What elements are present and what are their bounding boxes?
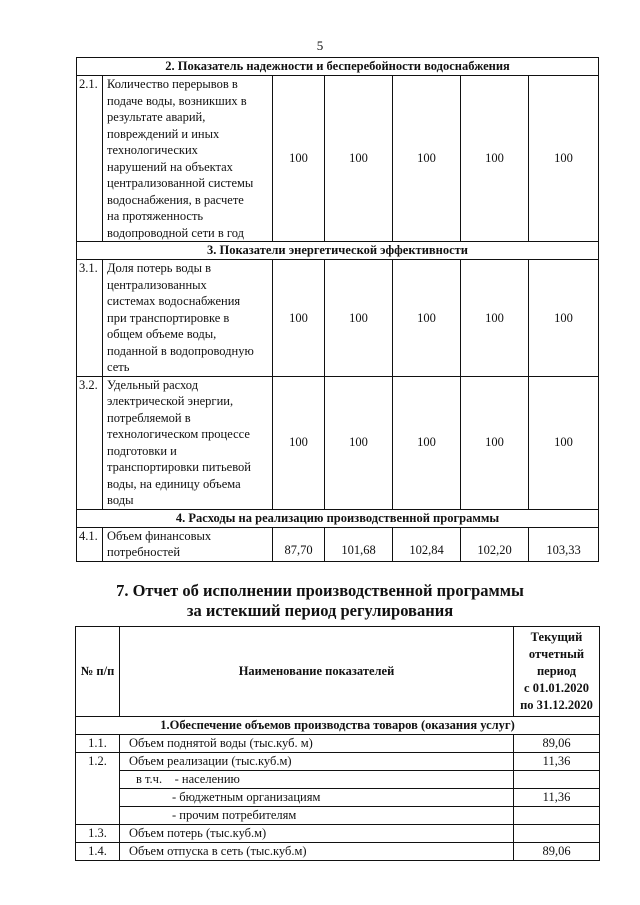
section-row bbox=[77, 242, 599, 260]
indicator-name-line: технологических bbox=[107, 143, 198, 157]
header-period-line: по 31.12.2020 bbox=[520, 698, 593, 712]
table-row bbox=[76, 771, 600, 789]
indicator-name bbox=[103, 76, 273, 242]
table-row bbox=[76, 807, 600, 825]
row-value: 89,06 bbox=[514, 735, 600, 753]
report-title-line2: за истекший период регулирования bbox=[186, 601, 454, 620]
table-row bbox=[76, 843, 600, 861]
page-number: 5 bbox=[316, 38, 324, 53]
indicator-name-line: Объем финансовых bbox=[107, 528, 212, 543]
header-num: № п/п bbox=[76, 627, 120, 717]
section-row bbox=[77, 509, 599, 527]
row-name: Объем потерь (тыс.куб.м) bbox=[120, 825, 514, 843]
report-title bbox=[0, 581, 640, 621]
header-period-line: период bbox=[536, 664, 577, 678]
header-period-line: Текущий bbox=[530, 630, 583, 644]
row-number: 1.2. bbox=[76, 753, 120, 825]
indicator-value: 100 bbox=[393, 260, 461, 377]
indicator-name-line: потребляемой в bbox=[107, 410, 191, 425]
indicator-value: 102,20 bbox=[461, 527, 529, 561]
indicator-name-line: централизованной системы bbox=[107, 176, 254, 190]
indicator-value: 100 bbox=[273, 260, 325, 377]
indicator-value: 101,68 bbox=[325, 527, 393, 561]
header-period-line: отчетный bbox=[528, 647, 585, 661]
indicator-row bbox=[77, 527, 599, 561]
indicator-value: 100 bbox=[325, 76, 393, 242]
indicator-name-line: воды bbox=[107, 493, 134, 507]
indicator-name-line: Удельный расход bbox=[107, 377, 199, 392]
table-row bbox=[76, 825, 600, 843]
indicator-value: 100 bbox=[325, 376, 393, 509]
row-number: 3.1. bbox=[77, 260, 103, 377]
row-number: 1.3. bbox=[76, 825, 120, 843]
row-number: 2.1. bbox=[77, 76, 103, 242]
row-number: 1.4. bbox=[76, 843, 120, 861]
indicator-name-line: подаче воды, возникших в bbox=[107, 93, 247, 108]
indicator-name bbox=[103, 527, 273, 561]
row-value: 11,36 bbox=[514, 753, 600, 771]
indicators-table bbox=[76, 57, 599, 562]
indicator-name-line: поданной в водопроводную bbox=[107, 343, 254, 358]
section-row bbox=[77, 58, 599, 76]
section-row bbox=[76, 717, 600, 735]
row-name: в т.ч. - населению bbox=[120, 771, 514, 789]
program-report-table bbox=[75, 626, 600, 861]
row-name: Объем поднятой воды (тыс.куб. м) bbox=[120, 735, 514, 753]
indicator-value: 100 bbox=[461, 260, 529, 377]
indicator-name-line: на протяженность bbox=[107, 209, 204, 223]
row-number: 4.1. bbox=[77, 527, 103, 561]
indicator-value: 100 bbox=[461, 376, 529, 509]
header-name: Наименование показателей bbox=[120, 627, 514, 717]
indicator-name-line: сеть bbox=[107, 360, 130, 374]
header-row bbox=[76, 627, 600, 717]
row-number: 1.1. bbox=[76, 735, 120, 753]
indicator-name bbox=[103, 260, 273, 377]
table-row bbox=[76, 735, 600, 753]
indicator-row bbox=[77, 376, 599, 509]
section-heading: 2. Показатель надежности и бесперебойности водоснабжения bbox=[77, 58, 599, 76]
indicator-value: 100 bbox=[529, 376, 599, 509]
indicator-name bbox=[103, 376, 273, 509]
indicator-name-line: потребностей bbox=[107, 545, 181, 559]
row-value: 89,06 bbox=[514, 843, 600, 861]
section-heading: 4. Расходы на реализацию производственной программы bbox=[77, 509, 599, 527]
indicator-name-line: централизованных bbox=[107, 277, 207, 292]
indicator-name-line: результате аварий, bbox=[107, 110, 206, 124]
report-title-line1: 7. Отчет об исполнении производственной программы bbox=[116, 581, 524, 600]
indicator-name-line: общем объеме воды, bbox=[107, 327, 217, 341]
indicator-value: 102,84 bbox=[393, 527, 461, 561]
row-name: Объем отпуска в сеть (тыс.куб.м) bbox=[120, 843, 514, 861]
indicator-name-line: Доля потерь воды в bbox=[107, 261, 212, 275]
indicator-name-line: Количество перерывов в bbox=[107, 77, 238, 91]
row-number: 3.2. bbox=[77, 376, 103, 509]
row-value bbox=[514, 771, 600, 789]
section-heading: 1.Обеспечение объемов производства товаров (оказания услуг) bbox=[76, 717, 600, 735]
indicator-name-line: транспортировки питьевой bbox=[107, 460, 251, 474]
indicator-value: 100 bbox=[393, 76, 461, 242]
header-period bbox=[514, 627, 600, 717]
indicator-value: 87,70 bbox=[273, 527, 325, 561]
indicator-row bbox=[77, 260, 599, 377]
indicator-name-line: подготовки и bbox=[107, 443, 177, 458]
indicator-value: 100 bbox=[393, 376, 461, 509]
row-name: Объем реализации (тыс.куб.м) bbox=[120, 753, 514, 771]
indicator-value: 100 bbox=[325, 260, 393, 377]
indicator-name-line: нарушений на объектах bbox=[107, 159, 233, 174]
indicator-value: 100 bbox=[273, 376, 325, 509]
section-heading: 3. Показатели энергетической эффективности bbox=[77, 242, 599, 260]
indicator-value: 100 bbox=[529, 260, 599, 377]
indicator-name-line: воды, на единицу объема bbox=[107, 476, 241, 491]
indicator-name-line: водопроводной сети в год bbox=[107, 225, 244, 240]
indicator-name-line: повреждений и иных bbox=[107, 126, 220, 141]
indicator-name-line: электрической энергии, bbox=[107, 394, 234, 408]
table-row bbox=[76, 789, 600, 807]
indicator-value: 100 bbox=[529, 76, 599, 242]
row-value bbox=[514, 825, 600, 843]
indicator-name-line: системах водоснабжения bbox=[107, 294, 241, 308]
indicator-value: 100 bbox=[461, 76, 529, 242]
indicator-value: 100 bbox=[273, 76, 325, 242]
indicator-name-line: при транспортировке в bbox=[107, 310, 230, 325]
header-period-line: с 01.01.2020 bbox=[524, 681, 589, 695]
indicator-name-line: технологическом процессе bbox=[107, 427, 250, 441]
indicator-value: 103,33 bbox=[529, 527, 599, 561]
row-value bbox=[514, 807, 600, 825]
row-name: - прочим потребителям bbox=[120, 807, 514, 825]
row-value: 11,36 bbox=[514, 789, 600, 807]
indicator-row bbox=[77, 76, 599, 242]
indicator-name-line: водоснабжения, в расчете bbox=[107, 192, 244, 207]
table-row bbox=[76, 753, 600, 771]
row-name: - бюджетным организациям bbox=[120, 789, 514, 807]
